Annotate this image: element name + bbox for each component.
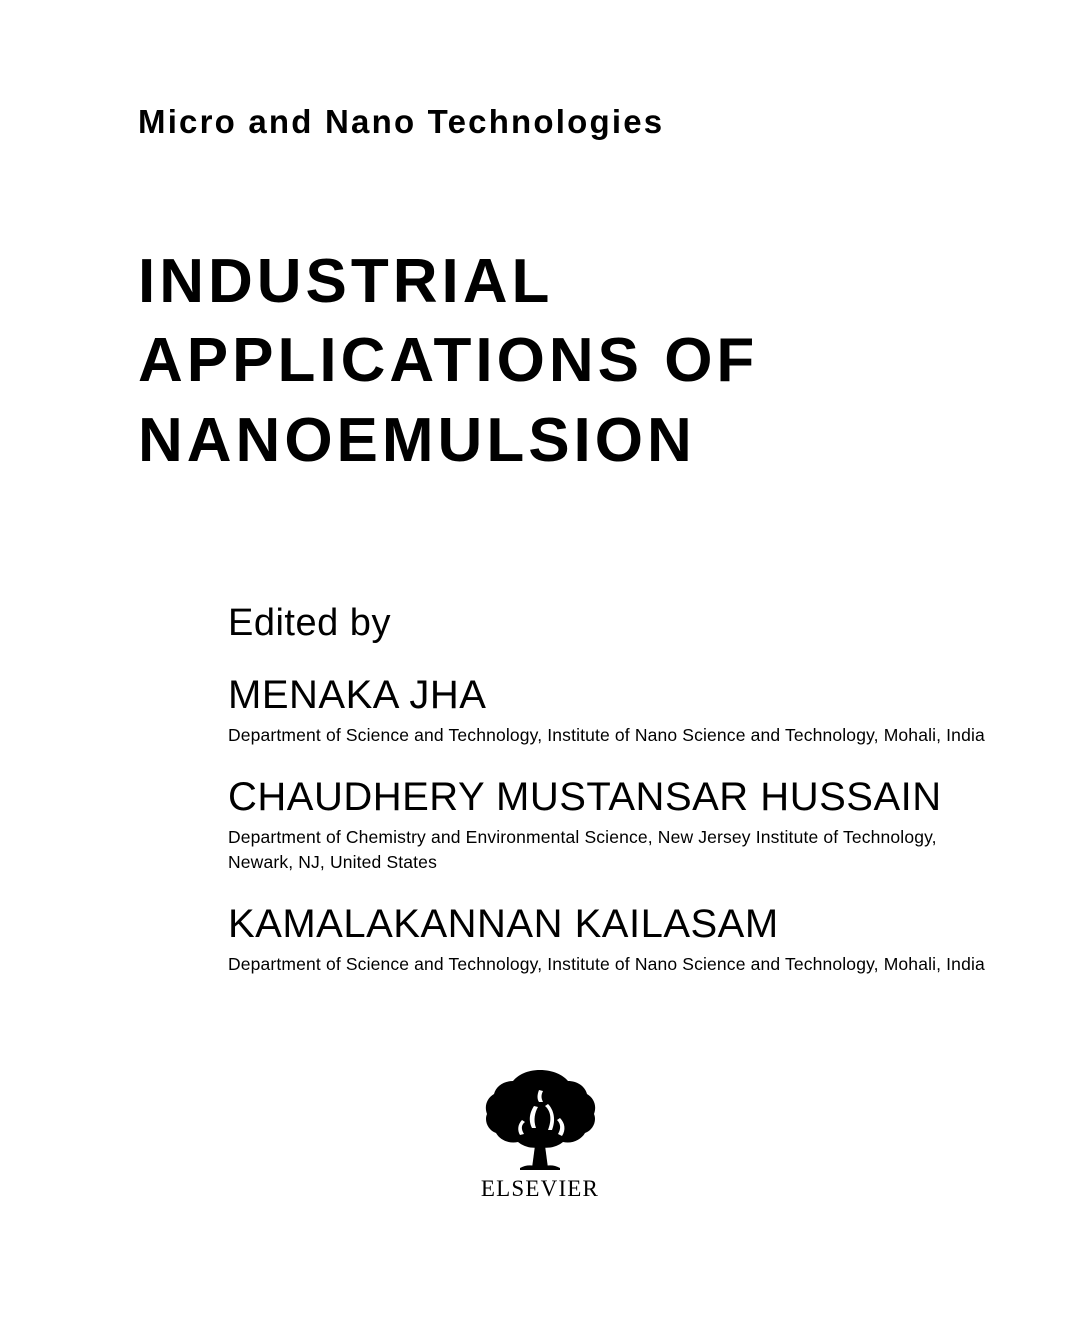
editor-entry <box>228 774 1018 875</box>
series-title: Micro and Nano Technologies <box>138 103 665 140</box>
editor-entry <box>228 672 1018 748</box>
publisher-name: ELSEVIER <box>480 1176 600 1201</box>
elsevier-tree-icon <box>482 1068 598 1174</box>
book-title-line-2: APPLICATIONS OF <box>138 326 759 396</box>
edited-by-label: Edited by <box>228 602 391 644</box>
editor-entry <box>228 901 1018 977</box>
editor-name: KAMALAKANNAN KAILASAM <box>228 901 779 946</box>
editor-affiliation: Department of Science and Technology, Institute of Nano Science and Technology, Mohali, India <box>228 725 985 746</box>
editor-list <box>228 672 1018 999</box>
editor-affiliation: Department of Chemistry and Environmental Science, New Jersey Institute of Technology, Newark, NJ, United States <box>228 827 937 873</box>
book-title-line-1: INDUSTRIAL <box>138 247 554 316</box>
book-title <box>138 242 938 480</box>
editor-name: MENAKA JHA <box>228 673 487 717</box>
elsevier-logo <box>480 1068 600 1202</box>
editor-name: CHAUDHERY MUSTANSAR HUSSAIN <box>228 775 942 820</box>
editor-affiliation: Department of Science and Technology, Institute of Nano Science and Technology, Mohali, India <box>228 954 985 975</box>
book-title-line-3: NANOEMULSION <box>138 405 696 475</box>
publisher-logo <box>0 1068 1080 1202</box>
